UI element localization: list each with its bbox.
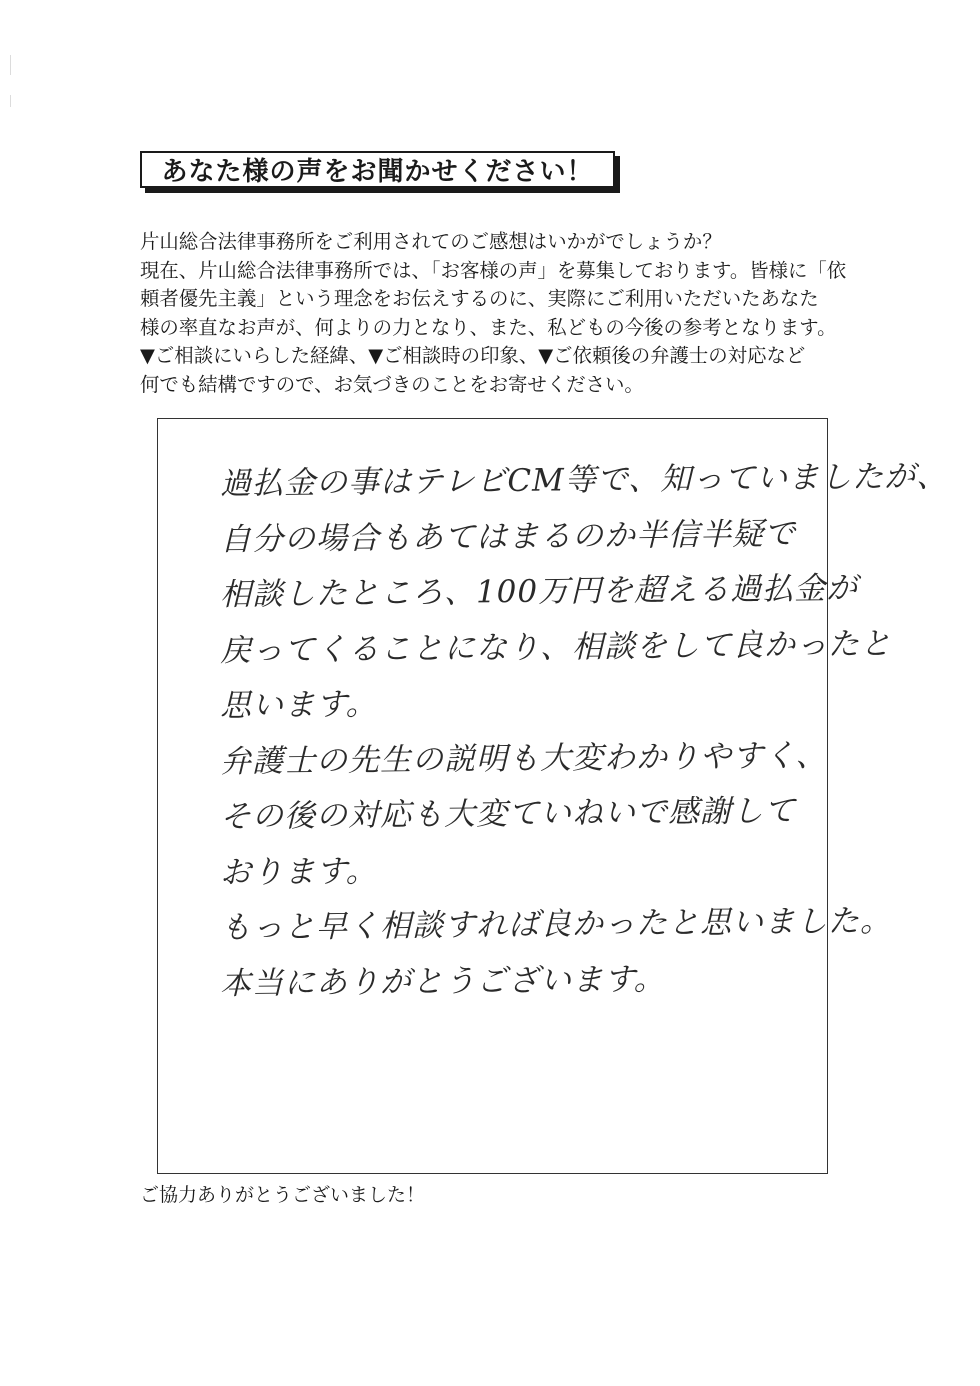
- response-line: 本当にありがとうございます。: [219, 960, 666, 1002]
- scan-edge-mark: [10, 95, 11, 107]
- title-banner: [140, 151, 615, 188]
- response-box: [157, 418, 949, 1174]
- page-title: あなた様の声をお聞かせください！: [140, 151, 615, 188]
- response-line: 戻ってくることになり、相談をして良かったと: [219, 625, 893, 669]
- response-line: その後の対応も大変ていねいで感謝して: [219, 792, 797, 835]
- intro-text: [140, 228, 860, 400]
- response-line: おります。: [219, 852, 378, 891]
- intro-line: 頼者優先主義」という理念をお伝えするのに、実際にご利用いただいたあなた: [140, 287, 819, 311]
- intro-line: 現在、片山総合法律事務所では、「お客様の声」を募集しております。皆様に「依: [140, 258, 847, 282]
- intro-line: ▼ご相談にいらした経緯、▼ご相談時の印象、▼ご依頼後の弁護士の対応など: [140, 344, 806, 368]
- intro-line: 何でも結構ですので、お気づきのことをお寄せください。: [140, 372, 644, 396]
- response-line: 思います。: [219, 686, 378, 724]
- response-line: 相談したところ、100万円を超える過払金が: [219, 570, 859, 613]
- scan-edge-mark: [10, 55, 11, 75]
- response-line: 弁護士の先生の説明も大変わかりやすく、: [219, 737, 828, 780]
- response-line: もっと早く相談すれば良かったと思いました。: [219, 902, 893, 946]
- response-line: 過払金の事はテレビCM等で、知っていましたが、: [219, 458, 949, 502]
- handwritten-response: [219, 457, 949, 1012]
- intro-line: 様の率直なお声が、何よりの力となり、また、私どもの今後の参考となります。: [140, 315, 837, 339]
- intro-line: 片山総合法律事務所をご利用されてのご感想はいかがでしょうか？: [140, 230, 722, 253]
- closing-text: ご協力ありがとうございました！: [140, 1184, 426, 1206]
- response-line: 自分の場合もあてはまるのか半信半疑で: [219, 515, 797, 558]
